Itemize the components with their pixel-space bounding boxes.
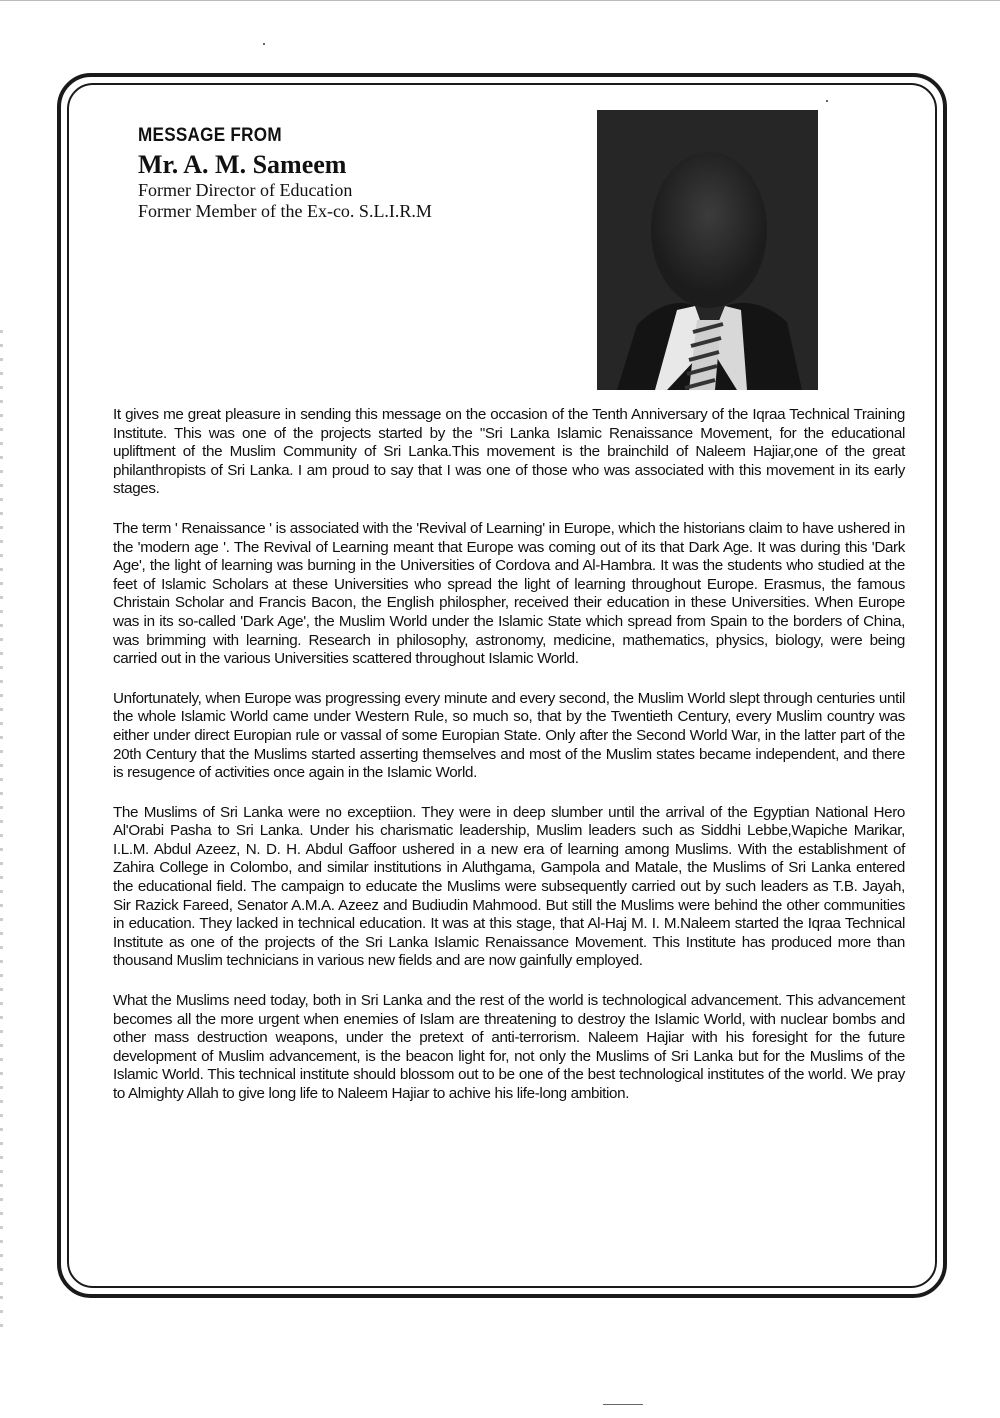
author-name: Mr. A. M. Sameem xyxy=(138,150,347,179)
scan-speck xyxy=(826,100,828,102)
message-body xyxy=(113,406,905,1125)
author-title-1: Former Director of Education xyxy=(138,180,353,200)
message-header xyxy=(138,124,558,222)
paragraph: Unfortunately, when Europe was progressing every minute and every second, the Muslim World slept through centuries until the whole Islamic World came under Western Rule, so much so, that by the Twentieth Century, every Muslim country was either under direct Europian rule or vassal of some Europian State. Only after the Second World War, in the latter part of the 20th Century that the Muslims started asserting themselves and most of the Muslim states became independent, and there is resugence of activities once again in the Islamic World. xyxy=(113,689,905,782)
scan-speck xyxy=(603,1404,643,1405)
paragraph: The term ' Renaissance ' is associated with the 'Revival of Learning' in Europe, which the historians claim to have ushered in the 'modern age '. The Revival of Learning meant that Europe was coming out of its that Dark Age. It was during this 'Dark Age', the light of learning was burning in the Universities of Cordova and Al-Hambra. It was the students who studied at the feet of Islamic Scholars at these Universities who spread the light of learning throughout Europe. Erasmus, the famous Christain Scholar and Francis Bacon, the English philospher, received their education in these Universities. When Europe was in its so-called 'Dark Age', the Muslim World under the Islamic State which spread from Spain to the borders of China, was brimming with learning. Research in philosophy, astronomy, medicine, mathematics, physics, biology, were being carried out in the various Universities scattered throughout Islamic World. xyxy=(113,519,905,668)
page-top-edge xyxy=(0,0,1000,1)
portrait-photo-icon xyxy=(597,110,818,390)
paragraph: What the Muslims need today, both in Sri Lanka and the rest of the world is technological advancement. This advancement becomes all the more urgent when enemies of Islam are threatening to destroy the Islamic World, with nuclear bombs and other mass destruction weapons, under the pretext of anti-terrorism. Naleem Hajiar with his foresight for the future development of Muslim advancement, is the beacon light for, not only the Muslims of Sri Lanka but for the Muslims of the Islamic World. This technical institute should blossom out to be one of the best technological institutes of the world. We pray to Almighty Allah to give long life to Naleem Hajiar to achive his life-long ambition. xyxy=(113,992,905,1102)
message-from-label: MESSAGE FROM xyxy=(138,125,282,146)
paragraph: The Muslims of Sri Lanka were no exceptiion. They were in deep slumber until the arrival of the Egyptian National Hero Al'Orabi Pasha to Sri Lanka. Under his charismatic leadership, Muslim leaders such as Siddhi Lebbe,Wapiche Marikar, I.L.M. Abdul Azeez, N. D. H. Abdul Gaffoor ushered in a new era of learning among Muslims. With the establishment of Zahira College in Colombo, and similar institutions in Aluthgama, Gampola and Matale, the Muslims of Sri Lanka entered the educational field. The campaign to educate the Muslims were subsequently carried out by such leaders as T.B. Jayah, Sir Razick Fareed, Senator A.M.A. Azeez and Budiudin Mahmood. But still the Muslims were behind the other communities in education. They lacked in technical education. It was at this stage, that Al-Haj M. I. M.Naleem started the Iqraa Technical Institute as one of the projects of the Sri Lanka Islamic Renaissance Movement. This Institute has produced more than thousand Muslim technicians in various new fields and are now gainfully employed. xyxy=(113,803,905,970)
paragraph: It gives me great pleasure in sending this message on the occasion of the Tenth Anniversary of the Iqraa Technical Training Institute. This was one of the projects started by the "Sri Lanka Islamic Renaissance Movement, for the educational upliftment of the Muslim Community of Sri Lanka.This movement is the brainchild of Naleem Hajiar,one of the great philanthropists of Sri Lanka. I am proud to say that I was one of those who was associated with this movement in its early stages. xyxy=(113,406,905,498)
author-portrait xyxy=(597,110,818,390)
scan-speck xyxy=(263,43,265,45)
author-title-2: Former Member of the Ex-co. S.L.I.R.M xyxy=(138,201,432,221)
scan-edge-marks xyxy=(0,330,3,1330)
